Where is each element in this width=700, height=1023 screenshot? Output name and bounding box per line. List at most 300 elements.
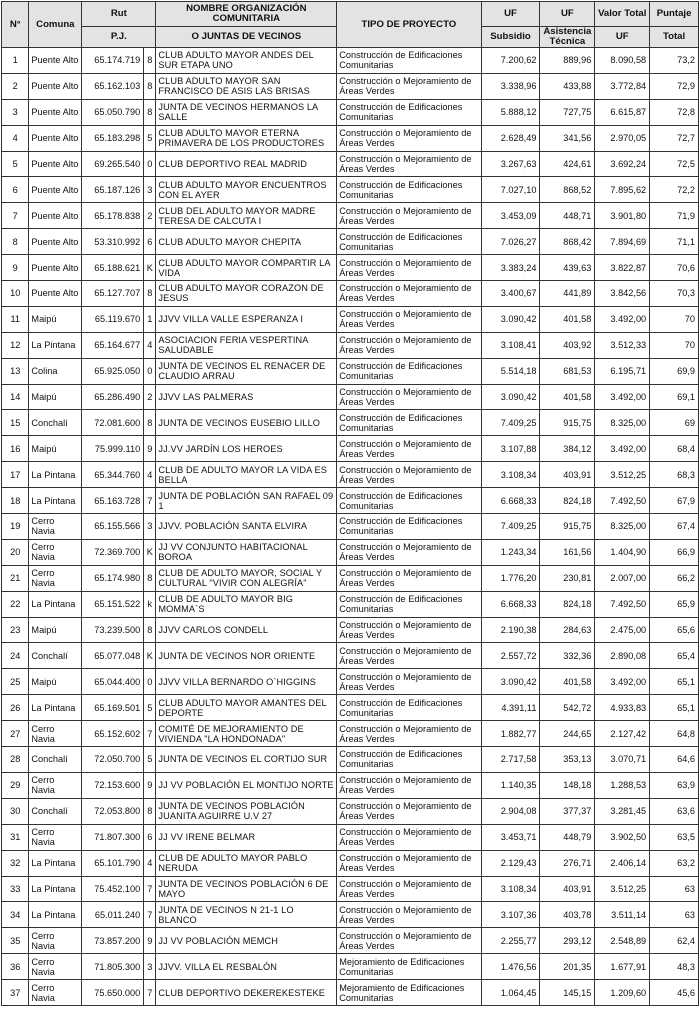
project-ranking-table bbox=[1, 1, 699, 1006]
row-number: 29 bbox=[2, 772, 29, 798]
row-score: 67,4 bbox=[650, 514, 699, 540]
row-technical-assistance: 868,52 bbox=[540, 177, 595, 203]
row-project-type: Mejoramiento de Edificaciones Comunitarias bbox=[337, 980, 481, 1006]
row-number: 8 bbox=[2, 229, 29, 255]
row-technical-assistance: 401,58 bbox=[540, 669, 595, 695]
row-comuna: La Pintana bbox=[29, 902, 82, 928]
row-project-type: Construcción de Edificaciones Comunitarias bbox=[337, 695, 481, 721]
row-organization-name: JUNTA DE VECINOS EUSEBIO LILLO bbox=[156, 410, 337, 436]
row-comuna: Cerro Navia bbox=[29, 514, 82, 540]
row-subsidy: 2.628,49 bbox=[481, 125, 540, 151]
row-rut-check-digit: 9 bbox=[144, 436, 156, 462]
row-subsidy: 5.888,12 bbox=[481, 99, 540, 125]
row-subsidy: 5.514,18 bbox=[481, 358, 540, 384]
table-row bbox=[2, 488, 699, 514]
row-total-value: 2.475,00 bbox=[595, 617, 650, 643]
row-comuna: Puente Alto bbox=[29, 281, 82, 307]
row-technical-assistance: 276,71 bbox=[540, 850, 595, 876]
row-technical-assistance: 244,65 bbox=[540, 721, 595, 747]
row-total-value: 6.615,87 bbox=[595, 99, 650, 125]
row-total-value: 2.890,08 bbox=[595, 643, 650, 669]
row-number: 26 bbox=[2, 695, 29, 721]
row-subsidy: 7.409,25 bbox=[481, 410, 540, 436]
row-total-value: 2.007,00 bbox=[595, 565, 650, 591]
row-subsidy: 3.108,34 bbox=[481, 462, 540, 488]
row-technical-assistance: 915,75 bbox=[540, 514, 595, 540]
row-number: 15 bbox=[2, 410, 29, 436]
row-organization-name: JJVV. VILLA EL RESBALÓN bbox=[156, 954, 337, 980]
header-neighborhood-councils: O JUNTAS DE VECINOS bbox=[156, 27, 337, 48]
row-subsidy: 1.476,56 bbox=[481, 954, 540, 980]
row-project-type: Construcción de Edificaciones Comunitarias bbox=[337, 591, 481, 617]
row-rut: 65.155.566 bbox=[82, 514, 144, 540]
row-comuna: Conchalí bbox=[29, 643, 82, 669]
row-project-type: Construcción o Mejoramiento de Áreas Verdes bbox=[337, 539, 481, 565]
row-project-type: Construcción de Edificaciones Comunitarias bbox=[337, 48, 481, 74]
row-rut: 65.188.621 bbox=[82, 255, 144, 281]
row-rut: 73.857.200 bbox=[82, 928, 144, 954]
table-row bbox=[2, 798, 699, 824]
row-technical-assistance: 424,61 bbox=[540, 151, 595, 177]
header-number: N° bbox=[2, 2, 29, 48]
row-comuna: Cerro Navia bbox=[29, 565, 82, 591]
row-project-type: Construcción o Mejoramiento de Áreas Verdes bbox=[337, 617, 481, 643]
row-number: 28 bbox=[2, 747, 29, 773]
row-rut-check-digit: 2 bbox=[144, 203, 156, 229]
row-number: 12 bbox=[2, 332, 29, 358]
row-rut-check-digit: 7 bbox=[144, 980, 156, 1006]
row-technical-assistance: 293,12 bbox=[540, 928, 595, 954]
row-total-value: 2.970,05 bbox=[595, 125, 650, 151]
row-technical-assistance: 384,12 bbox=[540, 436, 595, 462]
row-total-value: 2.127,42 bbox=[595, 721, 650, 747]
row-organization-name: JJVV LAS PALMERAS bbox=[156, 384, 337, 410]
row-score: 66,9 bbox=[650, 539, 699, 565]
row-technical-assistance: 824,18 bbox=[540, 488, 595, 514]
row-comuna: Conchalí bbox=[29, 410, 82, 436]
table-row bbox=[2, 591, 699, 617]
table-row bbox=[2, 436, 699, 462]
row-rut: 65.127.707 bbox=[82, 281, 144, 307]
row-number: 27 bbox=[2, 721, 29, 747]
row-subsidy: 7.200,62 bbox=[481, 48, 540, 74]
row-subsidy: 7.026,27 bbox=[481, 229, 540, 255]
row-organization-name: JUNTA DE VECINOS N 21-1 LO BLANCO bbox=[156, 902, 337, 928]
table-row bbox=[2, 203, 699, 229]
row-organization-name: JUNTA DE VECINOS POBLACIÓN JUANITA AGUIRRE U.V 27 bbox=[156, 798, 337, 824]
row-organization-name: CLUB DEL ADULTO MAYOR MADRE TERESA DE CALCUTA I bbox=[156, 203, 337, 229]
header-uf-subsidy: UF bbox=[481, 2, 540, 27]
row-rut-check-digit: 8 bbox=[144, 410, 156, 436]
row-subsidy: 3.453,71 bbox=[481, 824, 540, 850]
table-row bbox=[2, 358, 699, 384]
row-subsidy: 3.107,36 bbox=[481, 902, 540, 928]
row-number: 17 bbox=[2, 462, 29, 488]
row-subsidy: 2.190,38 bbox=[481, 617, 540, 643]
row-total-value: 3.492,00 bbox=[595, 436, 650, 462]
row-comuna: Puente Alto bbox=[29, 151, 82, 177]
row-score: 71,9 bbox=[650, 203, 699, 229]
row-technical-assistance: 148,18 bbox=[540, 772, 595, 798]
row-technical-assistance: 889,96 bbox=[540, 48, 595, 74]
row-rut: 65.163.728 bbox=[82, 488, 144, 514]
row-project-type: Construcción o Mejoramiento de Áreas Verdes bbox=[337, 255, 481, 281]
table-row bbox=[2, 410, 699, 436]
row-rut: 65.286.490 bbox=[82, 384, 144, 410]
row-subsidy: 1.140,35 bbox=[481, 772, 540, 798]
row-number: 3 bbox=[2, 99, 29, 125]
row-comuna: Maipú bbox=[29, 384, 82, 410]
header-subsidy: Subsidio bbox=[481, 27, 540, 48]
table-row bbox=[2, 876, 699, 902]
row-comuna: Maipú bbox=[29, 617, 82, 643]
row-number: 34 bbox=[2, 902, 29, 928]
row-technical-assistance: 727,75 bbox=[540, 99, 595, 125]
row-score: 71,1 bbox=[650, 229, 699, 255]
row-organization-name: JUNTA DE POBLACIÓN SAN RAFAEL 09 1 bbox=[156, 488, 337, 514]
row-rut-check-digit: 4 bbox=[144, 462, 156, 488]
table-row bbox=[2, 539, 699, 565]
row-organization-name: CLUB ADULTO MAYOR ETERNA PRIMAVERA DE LOS PRODUCTORES bbox=[156, 125, 337, 151]
row-project-type: Construcción de Edificaciones Comunitarias bbox=[337, 229, 481, 255]
row-rut-check-digit: 8 bbox=[144, 798, 156, 824]
row-project-type: Construcción o Mejoramiento de Áreas Verdes bbox=[337, 928, 481, 954]
row-total-value: 7.492,50 bbox=[595, 591, 650, 617]
row-score: 72,9 bbox=[650, 73, 699, 99]
row-total-value: 1.404,90 bbox=[595, 539, 650, 565]
row-rut: 65.187.126 bbox=[82, 177, 144, 203]
row-comuna: La Pintana bbox=[29, 591, 82, 617]
row-project-type: Construcción de Edificaciones Comunitarias bbox=[337, 177, 481, 203]
row-score: 68,4 bbox=[650, 436, 699, 462]
row-total-value: 3.902,50 bbox=[595, 824, 650, 850]
table-row bbox=[2, 151, 699, 177]
table-row bbox=[2, 255, 699, 281]
table-row bbox=[2, 462, 699, 488]
row-comuna: Puente Alto bbox=[29, 255, 82, 281]
row-total-value: 3.772,84 bbox=[595, 73, 650, 99]
row-rut: 69.265.540 bbox=[82, 151, 144, 177]
row-rut-check-digit: 7 bbox=[144, 721, 156, 747]
row-number: 10 bbox=[2, 281, 29, 307]
row-number: 21 bbox=[2, 565, 29, 591]
row-rut: 65.119.670 bbox=[82, 306, 144, 332]
row-project-type: Construcción o Mejoramiento de Áreas Verdes bbox=[337, 876, 481, 902]
row-total-value: 2.548,89 bbox=[595, 928, 650, 954]
row-total-value: 8.325,00 bbox=[595, 410, 650, 436]
row-rut: 73.239.500 bbox=[82, 617, 144, 643]
row-rut: 53.310.992 bbox=[82, 229, 144, 255]
row-organization-name: CLUB ADULTO MAYOR ANDES DEL SUR ETAPA UNO bbox=[156, 48, 337, 74]
row-rut: 72.081.600 bbox=[82, 410, 144, 436]
row-rut-check-digit: 6 bbox=[144, 229, 156, 255]
row-rut-check-digit: k bbox=[144, 591, 156, 617]
row-number: 16 bbox=[2, 436, 29, 462]
row-total-value: 3.492,00 bbox=[595, 384, 650, 410]
row-subsidy: 2.129,43 bbox=[481, 850, 540, 876]
row-subsidy: 2.255,77 bbox=[481, 928, 540, 954]
row-technical-assistance: 441,89 bbox=[540, 281, 595, 307]
row-rut-check-digit: 5 bbox=[144, 125, 156, 151]
row-score: 65,1 bbox=[650, 695, 699, 721]
row-subsidy: 6.668,33 bbox=[481, 591, 540, 617]
row-number: 32 bbox=[2, 850, 29, 876]
table-row bbox=[2, 617, 699, 643]
row-organization-name: CLUB DEPORTIVO REAL MADRID bbox=[156, 151, 337, 177]
row-technical-assistance: 341,56 bbox=[540, 125, 595, 151]
row-rut-check-digit: 3 bbox=[144, 514, 156, 540]
row-organization-name: CLUB DEPORTIVO DEKEREKESTEKE bbox=[156, 980, 337, 1006]
row-score: 72,8 bbox=[650, 99, 699, 125]
row-rut-check-digit: 7 bbox=[144, 902, 156, 928]
project-ranking-sheet bbox=[1, 1, 699, 1022]
row-subsidy: 7.409,25 bbox=[481, 514, 540, 540]
row-subsidy: 2.717,58 bbox=[481, 747, 540, 773]
row-comuna: Colina bbox=[29, 358, 82, 384]
row-total-value: 2.406,14 bbox=[595, 850, 650, 876]
row-total-value: 3.512,25 bbox=[595, 876, 650, 902]
header-technical-assistance: Asistencia Técnica bbox=[540, 27, 595, 48]
row-project-type: Construcción o Mejoramiento de Áreas Verdes bbox=[337, 151, 481, 177]
row-total-value: 1.209,60 bbox=[595, 980, 650, 1006]
row-organization-name: CLUB DE ADULTO MAYOR BIG MOMMA`S bbox=[156, 591, 337, 617]
row-total-value: 3.901,80 bbox=[595, 203, 650, 229]
row-total-value: 1.677,91 bbox=[595, 954, 650, 980]
row-rut: 72.369.700 bbox=[82, 539, 144, 565]
header-organization-name: NOMBRE ORGANIZACIÓN COMUNITARIA bbox=[156, 2, 337, 27]
row-total-value: 4.933,83 bbox=[595, 695, 650, 721]
row-number: 36 bbox=[2, 954, 29, 980]
row-project-type: Construcción o Mejoramiento de Áreas Verdes bbox=[337, 203, 481, 229]
table-row bbox=[2, 384, 699, 410]
row-score: 66,2 bbox=[650, 565, 699, 591]
row-total-value: 3.842,56 bbox=[595, 281, 650, 307]
table-header bbox=[2, 2, 699, 48]
row-total-value: 3.070,71 bbox=[595, 747, 650, 773]
header-score-total: Total bbox=[650, 27, 699, 48]
row-organization-name: JJ.VV JARDÍN LOS HEROES bbox=[156, 436, 337, 462]
row-technical-assistance: 230,81 bbox=[540, 565, 595, 591]
row-rut: 65.162.103 bbox=[82, 73, 144, 99]
row-subsidy: 3.383,24 bbox=[481, 255, 540, 281]
row-project-type: Construcción o Mejoramiento de Áreas Verdes bbox=[337, 643, 481, 669]
row-comuna: Maipú bbox=[29, 669, 82, 695]
row-project-type: Construcción de Edificaciones Comunitarias bbox=[337, 514, 481, 540]
row-comuna: Puente Alto bbox=[29, 48, 82, 74]
row-rut-check-digit: 6 bbox=[144, 824, 156, 850]
row-project-type: Construcción de Edificaciones Comunitarias bbox=[337, 358, 481, 384]
row-project-type: Construcción de Edificaciones Comunitarias bbox=[337, 410, 481, 436]
row-project-type: Mejoramiento de Edificaciones Comunitarias bbox=[337, 954, 481, 980]
row-total-value: 3.822,87 bbox=[595, 255, 650, 281]
row-technical-assistance: 201,35 bbox=[540, 954, 595, 980]
row-number: 37 bbox=[2, 980, 29, 1006]
row-organization-name: JJ VV CONJUNTO HABITACIONAL BOROA bbox=[156, 539, 337, 565]
row-score: 72,5 bbox=[650, 151, 699, 177]
row-total-value: 8.090,58 bbox=[595, 48, 650, 74]
row-score: 73,2 bbox=[650, 48, 699, 74]
row-rut-check-digit: 8 bbox=[144, 73, 156, 99]
row-total-value: 3.281,45 bbox=[595, 798, 650, 824]
row-project-type: Construcción o Mejoramiento de Áreas Verdes bbox=[337, 384, 481, 410]
row-number: 20 bbox=[2, 539, 29, 565]
row-organization-name: CLUB ADULTO MAYOR CHEPITA bbox=[156, 229, 337, 255]
row-subsidy: 3.338,96 bbox=[481, 73, 540, 99]
row-score: 69,1 bbox=[650, 384, 699, 410]
row-rut: 65.178.838 bbox=[82, 203, 144, 229]
row-rut: 65.183.298 bbox=[82, 125, 144, 151]
row-number: 33 bbox=[2, 876, 29, 902]
row-organization-name: JJVV VILLA VALLE ESPERANZA I bbox=[156, 306, 337, 332]
row-technical-assistance: 145,15 bbox=[540, 980, 595, 1006]
row-subsidy: 6.668,33 bbox=[481, 488, 540, 514]
row-number: 9 bbox=[2, 255, 29, 281]
table-row bbox=[2, 306, 699, 332]
row-subsidy: 2.904,08 bbox=[481, 798, 540, 824]
table-row bbox=[2, 824, 699, 850]
row-comuna: Puente Alto bbox=[29, 73, 82, 99]
row-rut: 71.805.300 bbox=[82, 954, 144, 980]
table-row bbox=[2, 643, 699, 669]
row-rut: 65.174.719 bbox=[82, 48, 144, 74]
row-project-type: Construcción o Mejoramiento de Áreas Verdes bbox=[337, 565, 481, 591]
row-score: 70,6 bbox=[650, 255, 699, 281]
table-row bbox=[2, 669, 699, 695]
row-comuna: La Pintana bbox=[29, 488, 82, 514]
row-rut-check-digit: 4 bbox=[144, 332, 156, 358]
row-technical-assistance: 403,92 bbox=[540, 332, 595, 358]
row-technical-assistance: 284,63 bbox=[540, 617, 595, 643]
row-comuna: Conchalí bbox=[29, 747, 82, 773]
row-subsidy: 1.243,34 bbox=[481, 539, 540, 565]
row-project-type: Construcción o Mejoramiento de Áreas Verdes bbox=[337, 772, 481, 798]
row-score: 63,9 bbox=[650, 772, 699, 798]
header-uf-total: UF bbox=[595, 27, 650, 48]
row-technical-assistance: 915,75 bbox=[540, 410, 595, 436]
row-rut: 72.153.600 bbox=[82, 772, 144, 798]
row-technical-assistance: 433,88 bbox=[540, 73, 595, 99]
table-row bbox=[2, 332, 699, 358]
row-score: 63 bbox=[650, 876, 699, 902]
row-rut: 65.174.980 bbox=[82, 565, 144, 591]
header-comuna: Comuna bbox=[29, 2, 82, 48]
row-organization-name: JJVV CARLOS CONDELL bbox=[156, 617, 337, 643]
row-subsidy: 1.882,77 bbox=[481, 721, 540, 747]
row-project-type: Construcción o Mejoramiento de Áreas Verdes bbox=[337, 306, 481, 332]
row-project-type: Construcción o Mejoramiento de Áreas Verdes bbox=[337, 462, 481, 488]
row-comuna: Cerro Navia bbox=[29, 539, 82, 565]
row-comuna: Puente Alto bbox=[29, 177, 82, 203]
row-number: 18 bbox=[2, 488, 29, 514]
row-number: 30 bbox=[2, 798, 29, 824]
row-rut: 65.151.522 bbox=[82, 591, 144, 617]
row-score: 69 bbox=[650, 410, 699, 436]
row-technical-assistance: 353,13 bbox=[540, 747, 595, 773]
row-number: 23 bbox=[2, 617, 29, 643]
row-rut: 75.452.100 bbox=[82, 876, 144, 902]
row-subsidy: 2.557,72 bbox=[481, 643, 540, 669]
row-technical-assistance: 377,37 bbox=[540, 798, 595, 824]
row-number: 2 bbox=[2, 73, 29, 99]
row-total-value: 7.894,69 bbox=[595, 229, 650, 255]
table-row bbox=[2, 48, 699, 74]
row-project-type: Construcción o Mejoramiento de Áreas Verdes bbox=[337, 669, 481, 695]
header-project-type: TIPO DE PROYECTO bbox=[337, 2, 481, 48]
row-rut: 65.050.790 bbox=[82, 99, 144, 125]
row-comuna: Puente Alto bbox=[29, 99, 82, 125]
row-rut-check-digit: 9 bbox=[144, 928, 156, 954]
row-score: 65,6 bbox=[650, 617, 699, 643]
row-technical-assistance: 868,42 bbox=[540, 229, 595, 255]
row-rut-check-digit: 7 bbox=[144, 876, 156, 902]
row-rut: 65.925.050 bbox=[82, 358, 144, 384]
row-rut: 65.044.400 bbox=[82, 669, 144, 695]
row-rut: 65.152.602 bbox=[82, 721, 144, 747]
table-row bbox=[2, 902, 699, 928]
row-number: 7 bbox=[2, 203, 29, 229]
row-rut-check-digit: K bbox=[144, 643, 156, 669]
row-project-type: Construcción o Mejoramiento de Áreas Verdes bbox=[337, 125, 481, 151]
row-number: 25 bbox=[2, 669, 29, 695]
row-organization-name: CLUB DE ADULTO MAYOR LA VIDA ES BELLA bbox=[156, 462, 337, 488]
row-total-value: 3.511,14 bbox=[595, 902, 650, 928]
row-total-value: 3.492,00 bbox=[595, 669, 650, 695]
row-subsidy: 3.453,09 bbox=[481, 203, 540, 229]
table-row bbox=[2, 514, 699, 540]
row-subsidy: 3.090,42 bbox=[481, 306, 540, 332]
row-comuna: Maipú bbox=[29, 306, 82, 332]
row-total-value: 3.512,25 bbox=[595, 462, 650, 488]
row-rut-check-digit: 2 bbox=[144, 384, 156, 410]
row-rut-check-digit: 7 bbox=[144, 488, 156, 514]
row-number: 31 bbox=[2, 824, 29, 850]
row-project-type: Construcción o Mejoramiento de Áreas Verdes bbox=[337, 902, 481, 928]
row-project-type: Construcción o Mejoramiento de Áreas Verdes bbox=[337, 436, 481, 462]
row-project-type: Construcción o Mejoramiento de Áreas Verdes bbox=[337, 850, 481, 876]
row-organization-name: JJVV. POBLACIÓN SANTA ELVIRA bbox=[156, 514, 337, 540]
row-number: 11 bbox=[2, 306, 29, 332]
row-score: 69,9 bbox=[650, 358, 699, 384]
row-number: 14 bbox=[2, 384, 29, 410]
row-number: 22 bbox=[2, 591, 29, 617]
row-organization-name: JUNTA DE VECINOS POBLACIÓN 6 DE MAYO bbox=[156, 876, 337, 902]
row-technical-assistance: 448,79 bbox=[540, 824, 595, 850]
row-comuna: Puente Alto bbox=[29, 203, 82, 229]
row-subsidy: 3.090,42 bbox=[481, 669, 540, 695]
row-number: 4 bbox=[2, 125, 29, 151]
table-row bbox=[2, 229, 699, 255]
row-rut: 65.011.240 bbox=[82, 902, 144, 928]
row-score: 68,3 bbox=[650, 462, 699, 488]
row-project-type: Construcción o Mejoramiento de Áreas Verdes bbox=[337, 332, 481, 358]
row-rut-check-digit: 5 bbox=[144, 695, 156, 721]
row-total-value: 3.492,00 bbox=[595, 306, 650, 332]
row-subsidy: 3.108,34 bbox=[481, 876, 540, 902]
row-organization-name: JUNTA DE VECINOS EL RENACER DE CLAUDIO ARRAU bbox=[156, 358, 337, 384]
table-row bbox=[2, 73, 699, 99]
row-technical-assistance: 161,56 bbox=[540, 539, 595, 565]
row-rut: 72.050.700 bbox=[82, 747, 144, 773]
row-comuna: Cerro Navia bbox=[29, 824, 82, 850]
row-organization-name: CLUB DE ADULTO MAYOR PABLO NERUDA bbox=[156, 850, 337, 876]
row-organization-name: CLUB ADULTO MAYOR COMPARTIR LA VIDA bbox=[156, 255, 337, 281]
row-organization-name: JJ VV POBLACIÓN MEMCH bbox=[156, 928, 337, 954]
row-score: 64,8 bbox=[650, 721, 699, 747]
table-row bbox=[2, 99, 699, 125]
row-project-type: Construcción de Edificaciones Comunitarias bbox=[337, 488, 481, 514]
row-subsidy: 7.027,10 bbox=[481, 177, 540, 203]
row-number: 1 bbox=[2, 48, 29, 74]
